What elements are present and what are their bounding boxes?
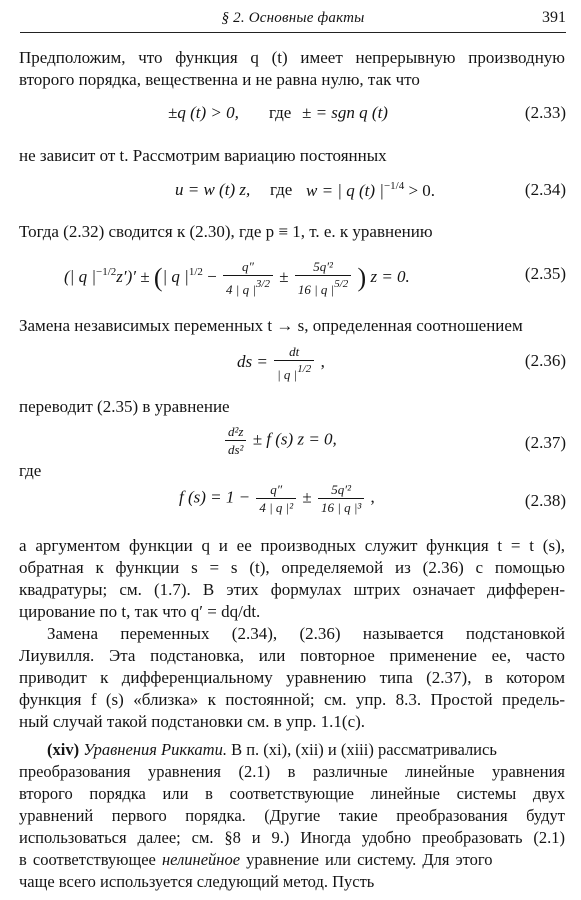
running-header	[20, 6, 566, 33]
text-line: Лиувилля. Эта подстановка, или повторное применение ее, часто	[19, 646, 565, 665]
eq-rhs: ± = sgn q (t)	[302, 103, 388, 122]
text-line: где	[19, 461, 42, 480]
fraction: $\frac{q''}{4 | q |^{3/2}}$	[223, 259, 273, 297]
equation-number: (2.33)	[524, 103, 566, 122]
equation-number: (2.36)	[524, 351, 566, 370]
fraction: $\frac{\text{5q′²}}{16 | q |^{5/2}}$	[295, 259, 351, 297]
text-line: использоваться далее; см. §8 и 9.) Иногда удобно преобразовать (2.1)	[19, 828, 565, 847]
eq-where: где	[269, 103, 292, 122]
item-heading: Уравнения Риккати.	[83, 740, 227, 759]
text-line: Замена переменных (2.34), (2.36) называется подстановкой	[47, 624, 565, 643]
text-line: Замена независимых переменных t → s, определенная соотношением	[19, 316, 523, 335]
fraction: $\frac{dt}{| q |^{1/2}}$	[274, 344, 314, 382]
text-line: чаще всего используется следующий метод. Пусть	[19, 872, 375, 891]
fraction: $\frac{\text{5q′²}}{\text{16 | q |³}}$	[318, 482, 364, 515]
equation-number: (2.34)	[524, 180, 566, 199]
text-line: второго порядка или в соответствующие линейные системы двух	[19, 784, 565, 803]
item-label: (xiv)	[47, 740, 80, 759]
text-line: приводит к дифференциальному уравнению типа (2.37), в котором	[19, 668, 565, 687]
eq-lhs: ±q (t) > 0,	[168, 103, 239, 122]
text-line: цирование по t, так что q′ = dq/dt.	[19, 602, 261, 621]
text-line: второго порядка, вещественна и не равна нулю, так что	[19, 70, 420, 89]
fraction: $\frac{q''}{\text{4 | q |²}}$	[256, 482, 296, 515]
equation-number: (2.37)	[524, 433, 566, 452]
text-line: ный случай такой подстановки см. в упр. 1.1(c).	[19, 712, 366, 731]
text-line: Тогда (2.32) сводится к (2.30), где p ≡ 1, т. е. к уравнению	[19, 222, 433, 241]
equation-number: (2.38)	[524, 491, 566, 510]
equation-number: (2.35)	[524, 264, 566, 283]
text-line: а аргументом функции q и ее производных служит функция t = t (s),	[19, 536, 565, 555]
fraction: $\frac{\text{d²z}}{\text{ds²}}$	[225, 424, 246, 457]
text-line: не зависит от t. Рассмотрим вариацию постоянных	[19, 146, 387, 165]
book-page: § 2. Основные факты 391 Предположим, что функция q (t) имеет непрерывную производную второго порядка, вещественна и не равна нулю, так что ±q (t) > 0, где ± = sgn q (t) (2.33) не зависит от t. Рассмотрим вариацию постоянных u = w (t) z, где w = | q (t) $|^{-1/4} > 0$. (2.34) Тогда (2.32) сводится к (2.30), где p ≡ 1, т. е. к уравнению (| q $|^{-1/2}z')'$ ± (| q $|^{1/2}$ − $\frac{q''}{4 | q |^{3/2}}$ ± $\frac{\text{5q′²}}{16 | q |^{5/2}}$ ) z = 0. (2.35) Замена независимых переменных t → s, определенная соотношением ds = $\frac{dt}{| q |^{1/2}}$ , (2.36) переводит (2.35) в уравнение $\frac{\text{d²z}}{\text{ds²}}$ ± f (s) z = 0, (2.37) где f (s) = 1 − $\frac{q''}{\text{4 | q |²}}$ ± $\frac{\text{5q′²}}{\text{16 | q |³}}$ , (2.38) а аргументом функции q и ее производных служит функция t = t (s), обратная к функции s = s (t), определяемой из (2.36) с помощью квадратуры; см. (1.7). В этих формулах штрих означает дифферен- цирование по t, так что q′ = dq/dt. Замена переменных (2.34), (2.36) называется подстановкой Лиувилля. Эта подстановка, или повторное применение ее, часто приводит к дифференциальному уравнению типа (2.37), в котором функция f (s) «близка» к постоянной; см. упр. 8.3. Простой предель- ный случай такой подстановки см. в упр. 1.1(c). (xiv) Уравнения Риккати. В п. (xi), (xii) и (xiii) рассматривались преобразования уравнения (2.1) в различные линейные уравнения второго порядка или в соответствующие линейные системы двух уравнений первого порядка. (Другие такие преобразования будут использоваться далее; см. §8 и 9.) Иногда удобно преобразовать (2.1) в соответствующее нелинейное уравнение или систему. Для этого чаще всего используется следующий метод. Пусть	[0, 0, 581, 900]
text-line: обратная к функции s = s (t), определяемой из (2.36) с помощью	[19, 558, 565, 577]
text-line: переводит (2.35) в уравнение	[19, 397, 230, 416]
text-line: в соответствующее нелинейное уравнение или систему. Для этого	[19, 850, 493, 869]
eq-where: где	[270, 180, 293, 199]
text-line: Предположим, что функция q (t) имеет непрерывную производную	[19, 48, 565, 67]
text-line: преобразования уравнения (2.1) в различные линейные уравнения	[19, 762, 565, 781]
eq-rhs: w = | q (t) |	[306, 181, 384, 200]
text-line: квадратуры; см. (1.7). В этих формулах штрих означает дифферен-	[19, 580, 565, 599]
text-line: (xiv) Уравнения Риккати. В п. (xi), (xii) и (xiii) рассматривались	[47, 740, 497, 759]
text-line: уравнений первого порядка. (Другие такие преобразования будут	[19, 806, 565, 825]
text-line: функция f (s) «близка» к постоянной; см. упр. 8.3. Простой предель-	[19, 690, 565, 709]
section-title: § 2. Основные факты	[221, 10, 365, 26]
eq-lhs: u = w (t) z,	[175, 180, 251, 199]
eq-exponent: −1/4	[383, 180, 405, 192]
eq-tail: > 0.	[408, 181, 436, 200]
page-number: 391	[542, 9, 566, 26]
